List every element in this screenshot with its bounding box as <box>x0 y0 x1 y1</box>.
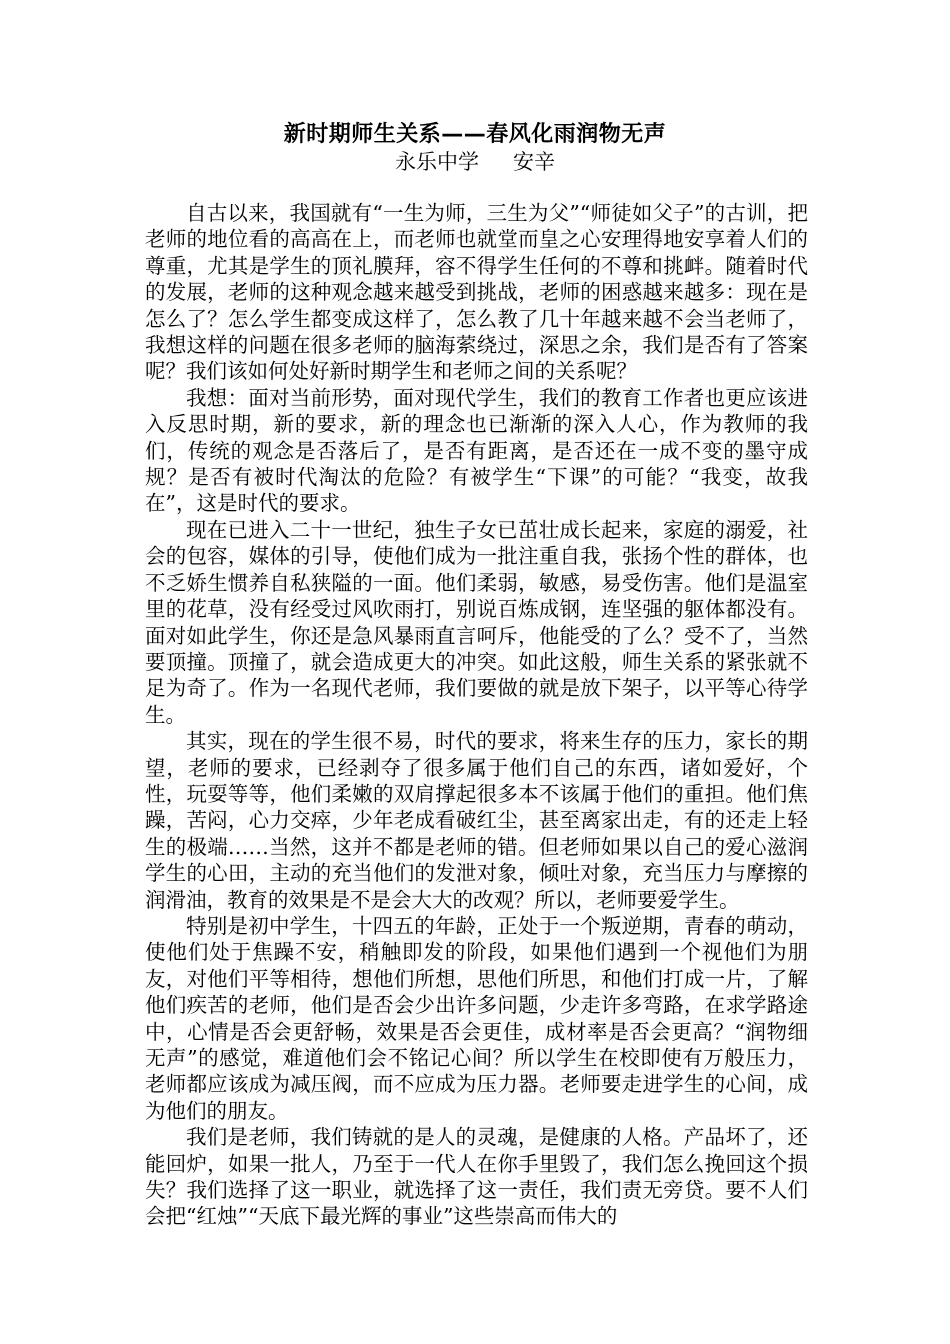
body-paragraph: 特别是初中学生，十四五的年龄，正处于一个叛逆期，青春的萌动，使他们处于焦躁不安，稍触即发的阶段，如果他们遇到一个视他们为朋友，对他们平等相待，想他们所想，思他们所思，和他们打成一片，了解他们疾苦的老师，他们是否会少出许多问题，少走许多弯路，在求学路途中，心情是否会更舒畅，效果是否会更佳，成材率是否会更高？“润物细无声”的感觉，难道他们会不铭记心间？所以学生在校即使有万般压力，老师都应该成为减压阀，而不应成为压力器。老师要走进学生的心间，成为他们的朋友。 <box>145 913 808 1123</box>
document-author <box>0 148 950 176</box>
body-paragraph: 其实，现在的学生很不易，时代的要求，将来生存的压力，家长的期望，老师的要求，已经剥夺了很多属于他们自己的东西，诸如爱好，个性，玩耍等等，他们柔嫩的双肩撑起很多本不该属于他们的重担。他们焦躁，苦闷，心力交瘁，少年老成看破红尘，甚至离家出走，有的还走上轻生的极端……当然，这并不都是老师的错。但老师如果以自己的爱心滋润学生的心田，主动的充当他们的发泄对象，倾吐对象，充当压力与摩擦的润滑油，教育的效果是不是会大大的改观？所以，老师要爱学生。 <box>145 729 808 912</box>
body-paragraph: 我们是老师，我们铸就的是人的灵魂，是健康的人格。产品坏了，还能回炉，如果一批人，乃至于一代人在你手里毁了，我们怎么挽回这个损失？我们选择了这一职业，就选择了这一责任，我们责无旁贷。要不人们会把“红烛”“天底下最光辉的事业”这些崇高而伟大的 <box>145 1125 808 1229</box>
body-paragraph: 自古以来，我国就有“一生为师，三生为父”“师徒如父子”的古训，把老师的地位看的高高在上，而老师也就堂而皇之心安理得地安享着人们的尊重，尤其是学生的顶礼膜拜，容不得学生任何的不尊和挑衅。随着时代的发展，老师的这种观念越来越受到挑战，老师的困惑越来越多：现在是怎么了？怎么学生都变成这样了，怎么教了几十年越来越不会当老师了，我想这样的问题在很多老师的脑海萦绕过，深思之余，我们是否有了答案呢？我们该如何处好新时期学生和老师之间的关系呢？ <box>145 201 808 384</box>
document-title: 新时期师生关系——春风化雨润物无声 <box>283 122 667 147</box>
document-body <box>145 200 808 1230</box>
author-school: 永乐中学 <box>395 150 479 174</box>
author-name: 安辛 <box>513 150 555 174</box>
body-paragraph: 现在已进入二十一世纪，独生子女已茁壮成长起来，家庭的溺爱，社会的包容，媒体的引导，使他们成为一批注重自我，张扬个性的群体，也不乏娇生惯养自私狭隘的一面。他们柔弱，敏感，易受伤害。他们是温室里的花草，没有经受过风吹雨打，别说百炼成钢，连坚强的躯体都没有。面对如此学生，你还是急风暴雨直言呵斥，他能受的了么？受不了，当然要顶撞。顶撞了，就会造成更大的冲突。如此这般，师生关系的紧张就不足为奇了。作为一名现代老师，我们要做的就是放下架子，以平等心待学生。 <box>145 517 808 727</box>
body-paragraph: 我想：面对当前形势，面对现代学生，我们的教育工作者也更应该进入反思时期，新的要求，新的理念也已渐渐的深入人心，作为教师的我们，传统的观念是否落后了，是否有距离，是否还在一成不变的墨守成规？是否有被时代淘汰的危险？有被学生“下课”的可能？“我变，故我在”，这是时代的要求。 <box>145 385 808 516</box>
